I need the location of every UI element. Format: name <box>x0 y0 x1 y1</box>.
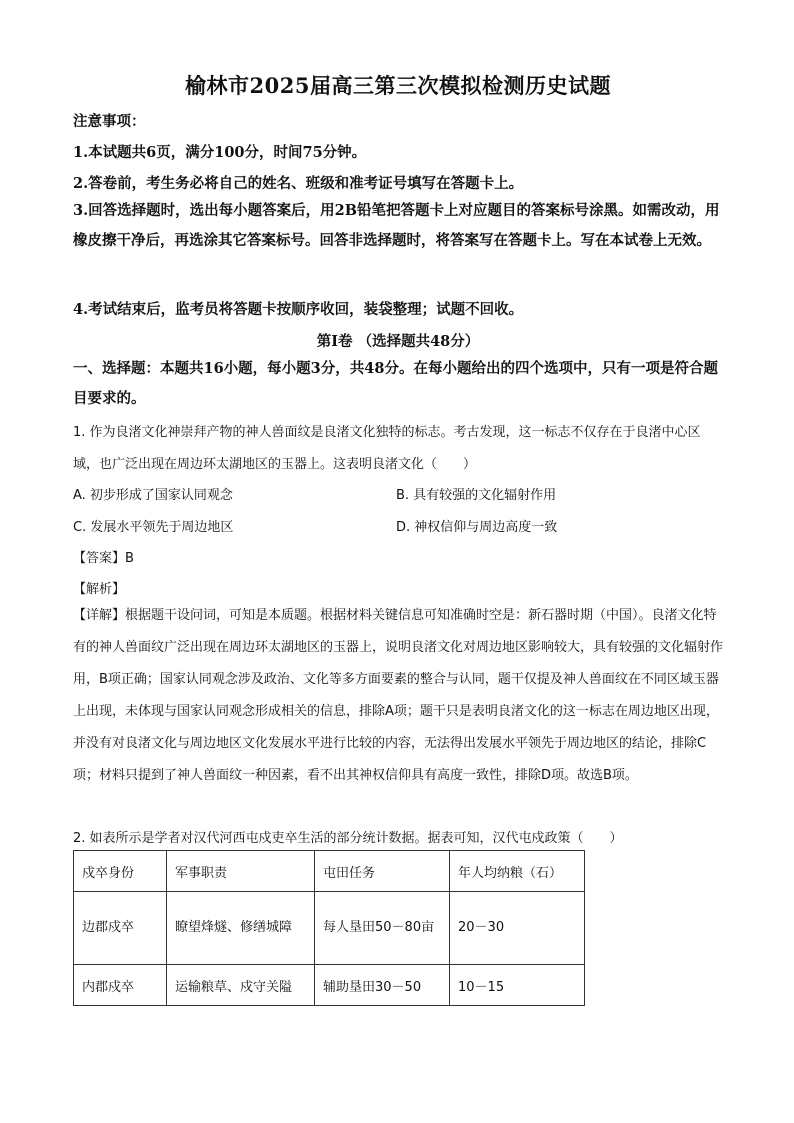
table-row <box>74 965 585 1006</box>
q2-table <box>73 850 585 1006</box>
q1-analysis-label: 【解析】 <box>73 582 126 597</box>
table-cell: 边郡戍卒 <box>74 892 167 965</box>
notice-item-2: 2.答卷前，考生务必将自己的姓名、班级和准考证号填写在答题卡上。 <box>73 175 524 192</box>
table-row <box>74 892 585 965</box>
q1-option-d: D. 神权信仰与周边高度一致 <box>396 520 558 535</box>
table-header-cell: 戍卒身份 <box>74 851 167 892</box>
page-title: 榆林市2025届高三第三次模拟检测历史试题 <box>185 73 611 98</box>
q1-detail-tag: 【详解】 <box>73 608 126 623</box>
section-intro: 一、选择题：本题共16小题，每小题3分，共48分。在每小题给出的四个选项中，只有一项是符合题目要求的。 <box>73 360 718 407</box>
table-cell: 每人垦田50－80亩 <box>315 892 450 965</box>
section-heading: 第Ⅰ卷 （选择题共48分） <box>316 333 480 350</box>
q1-option-a: A. 初步形成了国家认同观念 <box>73 488 233 503</box>
notice-item-3: 3.回答选择题时，选出每小题答案后，用2B铅笔把答题卡上对应题目的答案标号涂黑。如需改动，用橡皮擦干净后，再选涂其它答案标号。回答非选择题时，将答案写在答题卡上。写在本试卷上无效。 <box>73 202 720 249</box>
table-cell: 运输粮草、戍守关隘 <box>167 965 315 1006</box>
q1-detail-text: 根据题干设问词，可知是本质题。根据材料关键信息可知准确时空是：新石器时期（中国）。良渚文化特有的神人兽面纹广泛出现在周边环太湖地区的玉器上，说明良渚文化对周边地区影响较大，具有较强的文化辐射作用，B项正确；国家认同观念涉及政治、文化等多方面要素的整合与认同，题干仅提及神人兽面纹在不同区域玉器上出现，未体现与国家认同观念形成相关的信息，排除A项；题干只是表明良渚文化的这一标志在周边地区出现，并没有对良渚文化与周边地区文化发展水平进行比较的内容，无法得出发展水平领先于周边地区的结论，排除C项；材料只提到了神人兽面纹一种因素，看不出其神权信仰具有高度一致性，排除D项。故选B项。 <box>73 608 724 783</box>
notice-item-4: 4.考试结束后，监考员将答题卡按顺序收回，装袋整理；试题不回收。 <box>73 301 524 318</box>
table-cell: 辅助垦田30－50 <box>315 965 450 1006</box>
q1-stem: 1. 作为良渚文化神崇拜产物的神人兽面纹是良渚文化独特的标志。考古发现，这一标志不仅存在于良渚中心区域，也广泛出现在周边环太湖地区的玉器上。这表明良渚文化（ ） <box>73 425 701 472</box>
table-cell: 20－30 <box>450 892 585 965</box>
q1-option-b: B. 具有较强的文化辐射作用 <box>396 488 557 503</box>
q2-stem: 2. 如表所示是学者对汉代河西屯戍吏卒生活的部分统计数据。据表可知，汉代屯戍政策（ ） <box>73 831 623 846</box>
table-cell: 10－15 <box>450 965 585 1006</box>
table-cell: 内郡戍卒 <box>74 965 167 1006</box>
notice-heading: 注意事项： <box>73 113 146 130</box>
q1-answer: 【答案】B <box>73 551 134 566</box>
q1-detail <box>73 600 723 792</box>
notice-item-1: 1.本试题共6页，满分100分，时间75分钟。 <box>73 144 367 161</box>
table-header-cell: 年人均纳粮（石） <box>450 851 585 892</box>
table-header-row <box>74 851 585 892</box>
table-cell: 瞭望烽燧、修缮城障 <box>167 892 315 965</box>
table-header-cell: 屯田任务 <box>315 851 450 892</box>
q1-option-c: C. 发展水平领先于周边地区 <box>73 520 234 535</box>
table-header-cell: 军事职责 <box>167 851 315 892</box>
